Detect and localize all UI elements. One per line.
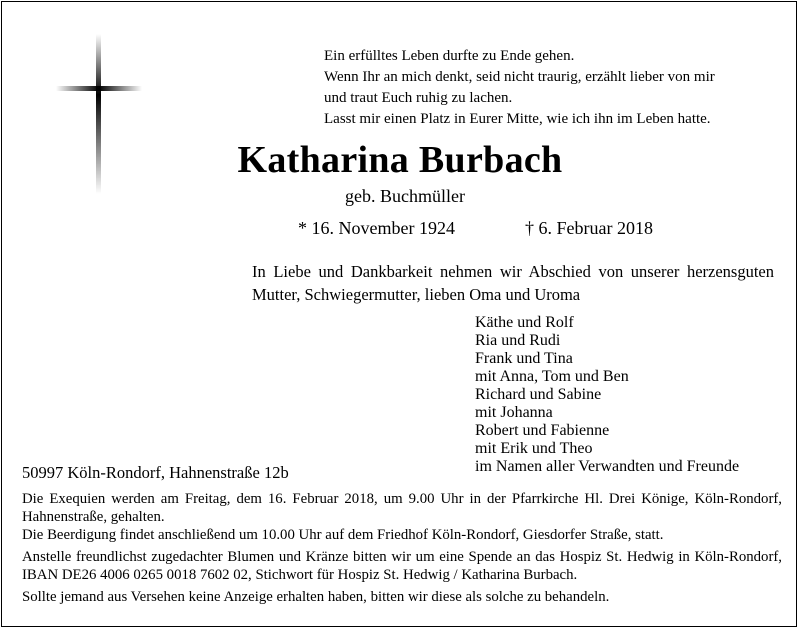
mourner: mit Erik und Theo [475,440,593,457]
mourner: Frank und Tina [475,350,573,367]
mourner: Käthe und Rolf [475,314,574,331]
mourners-list [475,314,739,476]
birth-date: * 16. November 1924 [298,218,455,238]
closing-note: Sollte jemand aus Versehen keine Anzeige erhalten haben, bitten wir diese als solche zu behandeln. [22,589,610,605]
farewell-text: In Liebe und Dankbarkeit nehmen wir Abschied von unserer herzensguten Mutter, Schwiegermutter, lieben Oma und Uroma [252,262,774,304]
mourner: mit Johanna [475,404,553,421]
mourner: im Namen aller Verwandten und Freunde [475,458,740,475]
mourner: Richard und Sabine [475,386,602,403]
death-date: † 6. Februar 2018 [525,218,653,238]
poem-line: Lasst mir einen Platz in Eurer Mitte, wie ich ihn im Leben hatte. [324,111,711,127]
mourner: Robert und Fabienne [475,422,610,439]
exequien-note: Die Exequien werden am Freitag, dem 16. Februar 2018, um 9.00 Uhr in der Pfarrkirche Hl. Drei Könige, Köln-Rondorf, Hahnenstraße, gehalten. [22,491,782,525]
maiden-name: geb. Buchmüller [345,186,465,206]
poem-line: Ein erfülltes Leben durfte zu Ende gehen. [324,48,575,64]
burial-note: Die Beerdigung findet anschließend um 10.00 Uhr auf dem Friedhof Köln-Rondorf, Giesdorfer Straße, statt. [22,527,664,543]
mourner: Ria und Rudi [475,332,561,349]
mourner: mit Anna, Tom und Ben [475,368,629,385]
deceased-name: Katharina Burbach [237,139,563,181]
poem-line: Wenn Ihr an mich denkt, seid nicht traurig, erzählt lieber von mir [324,69,715,85]
poem [324,46,715,130]
donation-note: Anstelle freundlichst zugedachter Blumen und Kränze bitten wir um eine Spende an das Hospiz St. Hedwig in Köln-Rondorf, IBAN DE26 4006 0265 0018 7602 02, Stichwort für Hospiz St. Hedwig / Katharina Burbach. [22,549,782,583]
service-notes [22,490,782,610]
poem-line: und traut Euch ruhig zu lachen. [324,90,513,106]
family-address: 50997 Köln-Rondorf, Hahnenstraße 12b [22,463,289,482]
